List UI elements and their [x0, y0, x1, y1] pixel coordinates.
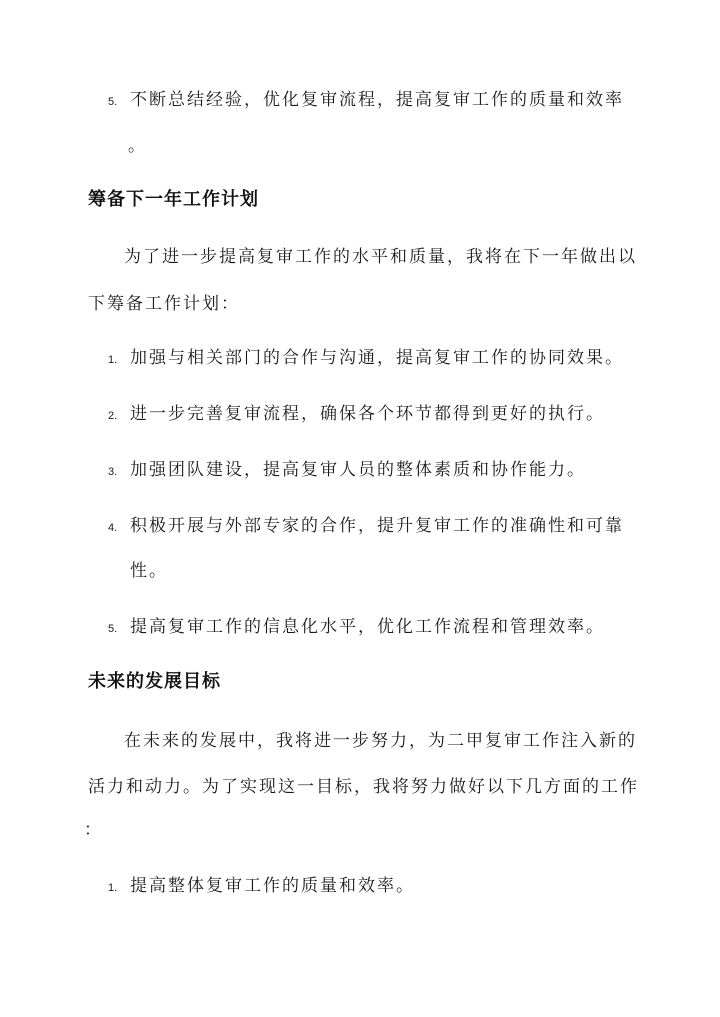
list-item-text: 加强团队建设，提高复审人员的整体素质和协作能力。: [130, 460, 586, 480]
list-number: 5.: [108, 96, 118, 108]
paragraph-line: ：: [84, 820, 103, 840]
list-number: 1.: [108, 354, 118, 366]
paragraph-line: 为了进一步提高复审工作的水平和质量，我将在下一年做出以: [124, 247, 637, 267]
list-number: 3.: [108, 466, 118, 478]
section-heading-goals: 未来的发展目标: [88, 671, 221, 692]
list-item-text-continued: 性。: [130, 561, 168, 581]
list-item-text-continued: 。: [128, 136, 147, 156]
list-item-text: 提高复审工作的信息化水平，优化工作流程和管理效率。: [130, 617, 605, 637]
list-item-text: 提高整体复审工作的质量和效率。: [130, 876, 415, 896]
section-heading-plan: 筹备下一年工作计划: [88, 189, 259, 210]
paragraph-line: 在未来的发展中，我将进一步努力，为二甲复审工作注入新的: [124, 731, 637, 751]
list-number: 2.: [108, 410, 118, 422]
list-item-text: 不断总结经验，优化复审流程，提高复审工作的质量和效率: [130, 90, 624, 110]
list-item-text: 加强与相关部门的合作与沟通，提高复审工作的协同效果。: [130, 348, 624, 368]
list-number: 5.: [108, 623, 118, 635]
list-item-text: 积极开展与外部专家的合作，提升复审工作的准确性和可靠: [130, 516, 624, 536]
paragraph-line: 下筹备工作计划：: [88, 294, 240, 314]
paragraph-line: 活力和动力。为了实现这一目标，我将努力做好以下几方面的工作: [88, 777, 639, 797]
list-number: 4.: [108, 522, 118, 534]
list-number: 1.: [108, 882, 118, 894]
list-item-text: 进一步完善复审流程，确保各个环节都得到更好的执行。: [130, 404, 605, 424]
